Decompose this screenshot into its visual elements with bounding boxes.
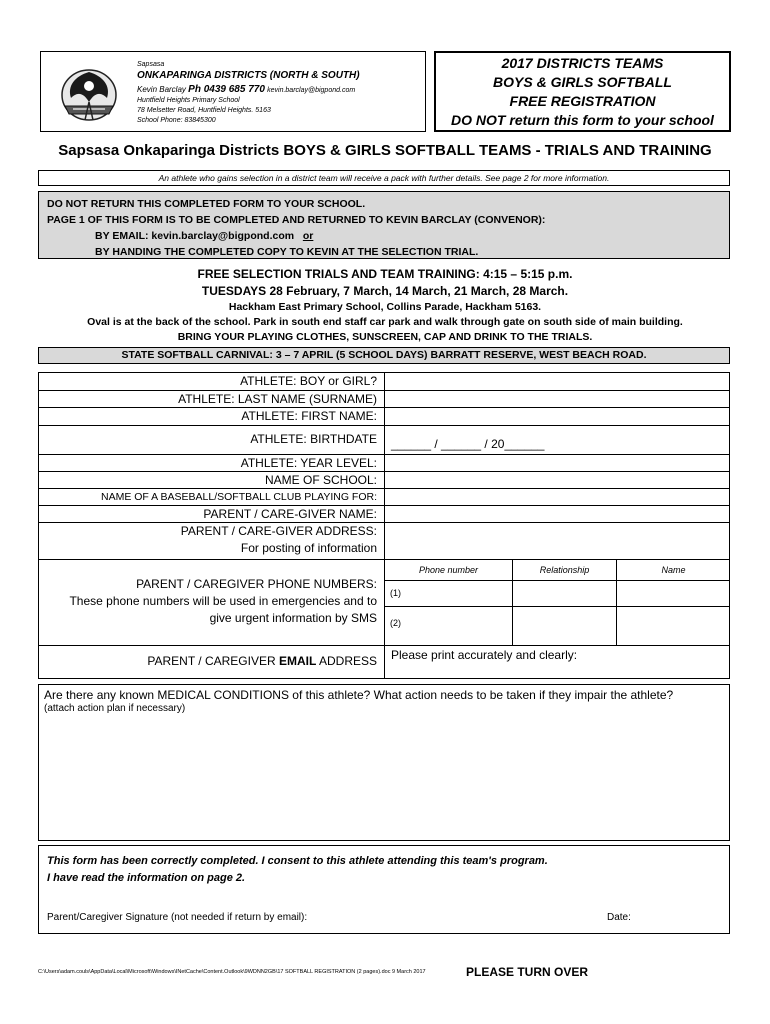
phone-2-field[interactable] [385, 607, 513, 645]
instructions-box [38, 191, 730, 259]
col-phone-header: Phone number [385, 560, 513, 581]
contact-name: Kevin Barclay [137, 85, 186, 94]
form-row-last-name [39, 391, 729, 408]
reg-line1: 2017 DISTRICTS TEAMS [501, 55, 664, 71]
form-row-first-name [39, 408, 729, 426]
contact-phone: Ph 0439 685 770 [188, 84, 265, 95]
year-level-label: ATHLETE: YEAR LEVEL: [240, 456, 377, 470]
phone-note-1: These phone numbers will be used in emergencies and to [69, 594, 377, 608]
school-address: 78 Melsetter Road, Huntfield Heights. 5163 [137, 107, 271, 114]
signature-field[interactable]: Parent/Caregiver Signature (not needed if return by email): [47, 912, 308, 923]
email-label-bold: EMAIL [278, 654, 317, 668]
reg-line2: BOYS & GIRLS SOFTBALL [493, 74, 672, 90]
school-phone: School Phone: 83845300 [137, 117, 216, 124]
email-instruction: BY EMAIL: kevin.barclay@bigpond.com [95, 230, 295, 242]
parent-name-field[interactable] [384, 506, 729, 522]
relationship-2-field[interactable] [513, 607, 617, 645]
form-row-club [39, 489, 729, 506]
form-row-phones [39, 560, 729, 646]
phone-label: PARENT / CAREGIVER PHONE NUMBERS: [136, 577, 377, 591]
name-1-field[interactable] [617, 581, 730, 607]
phone-grid [384, 560, 729, 645]
last-name-field[interactable] [384, 391, 729, 407]
contact-email: kevin.barclay@bigpond.com [267, 87, 356, 94]
instruction-1: DO NOT RETURN THIS COMPLETED FORM TO YOUR SCHOOL. [47, 198, 366, 210]
phone-1-field[interactable] [385, 581, 513, 607]
parent-address-field[interactable] [384, 523, 729, 559]
form-row-school [39, 472, 729, 489]
page-title: Sapsasa Onkaparinga Districts BOYS & GIRLS SOFTBALL TEAMS - TRIALS AND TRAINING [58, 142, 712, 159]
first-name-label: ATHLETE: FIRST NAME: [241, 409, 377, 423]
col-name-header: Name [617, 560, 730, 581]
reg-line3: FREE REGISTRATION [509, 93, 656, 109]
turn-over-label: PLEASE TURN OVER [466, 965, 589, 979]
medical-question: Are there any known MEDICAL CONDITIONS of this athlete? What action needs to be taken if they impair the athlete? [44, 688, 674, 702]
birthdate-field[interactable] [384, 426, 729, 454]
instruction-4: BY HANDING THE COMPLETED COPY TO KEVIN AT THE SELECTION TRIAL. [95, 246, 479, 258]
trials-info [0, 266, 770, 345]
club-field[interactable] [384, 489, 729, 505]
registration-box [434, 51, 731, 132]
col-relationship-header: Relationship [513, 560, 617, 581]
club-label: NAME OF A BASEBALL/SOFTBALL CLUB PLAYING FOR: [100, 491, 377, 503]
relationship-1-field[interactable] [513, 581, 617, 607]
trials-dates: TUESDAYS 28 February, 7 March, 14 March, 21 March, 28 March. [201, 284, 569, 298]
school-label: NAME OF SCHOOL: [264, 473, 377, 487]
row-2-label: (2) [390, 618, 401, 628]
instruction-2: PAGE 1 OF THIS FORM IS TO BE COMPLETED AND RETURNED TO KEVIN BARCLAY (CONVENOR): [47, 214, 546, 226]
date-field[interactable]: Date: [607, 912, 631, 923]
medical-box[interactable] [38, 684, 730, 841]
sapsasa-label: Sapsasa [137, 61, 165, 68]
phone-note-2: give urgent information by SMS [209, 611, 377, 625]
year-level-field[interactable] [384, 455, 729, 471]
trials-parking: Oval is at the back of the school. Park in south end staff car park and walk through gate on south side of main building. [87, 316, 683, 328]
consent-box [38, 845, 730, 934]
athlete-form [38, 372, 730, 679]
boy-girl-field[interactable] [384, 373, 729, 390]
email-label-post: ADDRESS [316, 654, 377, 668]
or-label: or [302, 230, 314, 242]
form-row-email [39, 646, 729, 678]
trials-bring: BRING YOUR PLAYING CLOTHES, SUNSCREEN, CAP AND DRINK TO THE TRIALS. [177, 331, 593, 343]
form-row-boy-girl [39, 373, 729, 391]
contact-line [137, 84, 355, 95]
consent-read-page2: I have read the information on page 2. [47, 872, 246, 884]
row-1-label: (1) [390, 588, 401, 598]
selection-note: An athlete who gains selection in a district team will receive a pack with further details. See page 2 for more information. [38, 170, 730, 186]
sapsasa-logo-icon [55, 62, 123, 124]
phone-label-block [39, 576, 383, 627]
consent-statement: This form has been correctly completed. I consent to this athlete attending this team's program. [47, 855, 548, 867]
trials-venue: Hackham East Primary School, Collins Parade, Hackham 5163. [228, 301, 542, 313]
email-field[interactable] [384, 646, 729, 678]
form-row-parent-address [39, 523, 729, 560]
email-label [39, 654, 383, 668]
carnival-banner: STATE SOFTBALL CARNIVAL: 3 – 7 APRIL (5 SCHOOL DAYS) BARRATT RESERVE, WEST BEACH ROAD. [38, 347, 730, 364]
trials-time: FREE SELECTION TRIALS AND TEAM TRAINING: 4:15 – 5:15 p.m. [197, 267, 573, 281]
instruction-3 [47, 228, 721, 244]
school-field[interactable] [384, 472, 729, 488]
email-label-pre: PARENT / CAREGIVER [147, 654, 279, 668]
boy-girl-label: ATHLETE: BOY or GIRL? [240, 374, 377, 388]
form-row-parent-name [39, 506, 729, 523]
first-name-field[interactable] [384, 408, 729, 425]
parent-address-label: PARENT / CARE-GIVER ADDRESS: [180, 524, 377, 538]
last-name-label: ATHLETE: LAST NAME (SURNAME) [178, 392, 377, 406]
posting-label: For posting of information [240, 541, 377, 555]
file-path: C:\Users\adam.couls\AppData\Local\Microsoft\Windows\INetCache\Content.Outlook\9WDNN2GB\17 SOFTBALL REGISTRATION (2 pages).doc 9 March 2017 [38, 969, 426, 975]
form-row-birthdate [39, 426, 729, 455]
form-row-year-level [39, 455, 729, 472]
school-name: Huntfield Heights Primary School [137, 97, 240, 104]
medical-sub: (attach action plan if necessary) [44, 703, 186, 714]
print-clearly-note: Please print accurately and clearly: [391, 648, 578, 662]
name-2-field[interactable] [617, 607, 730, 645]
birthdate-label: ATHLETE: BIRTHDATE [250, 432, 377, 446]
org-name: ONKAPARINGA DISTRICTS (NORTH & SOUTH) [137, 70, 360, 81]
birthdate-blank: ______ / ______ / 20______ [391, 437, 545, 451]
reg-line4: DO NOT return this form to your school [451, 112, 714, 128]
parent-name-label: PARENT / CARE-GIVER NAME: [203, 507, 377, 521]
